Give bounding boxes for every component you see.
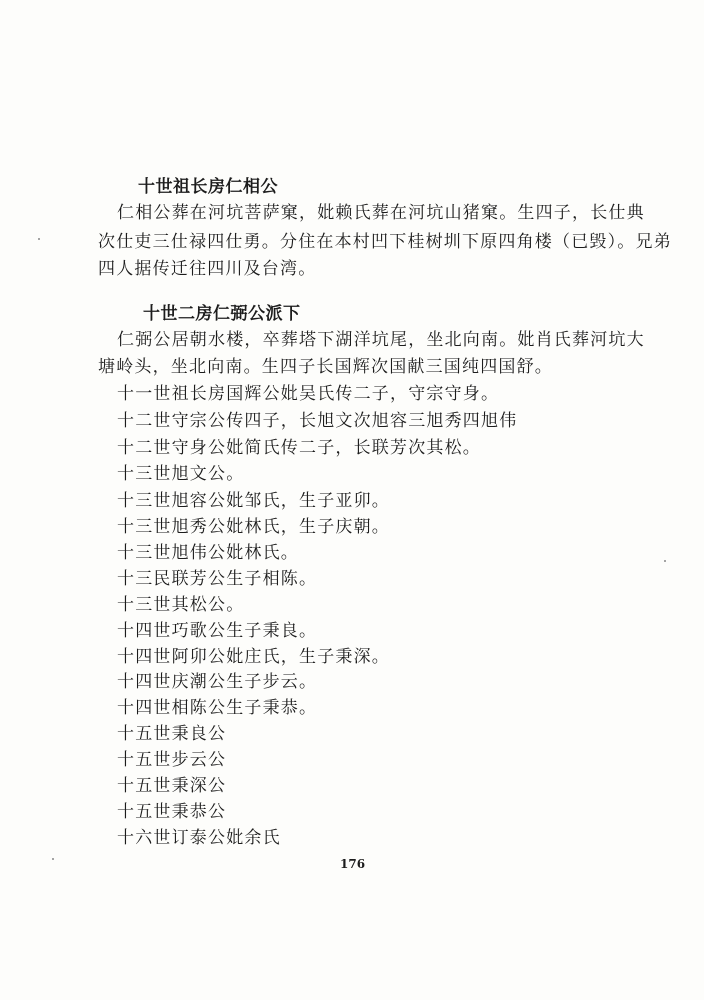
genealogy-entry: 十三世旭文公。	[117, 464, 245, 484]
page-number: 176	[340, 857, 366, 871]
genealogy-entry: 十一世祖长房国辉公妣吴氏传二子，守宗守身。	[117, 384, 500, 404]
genealogy-entry: 十三世旭伟公妣林氏。	[117, 543, 299, 563]
section-heading-2: 十世二房仁弼公派下	[143, 304, 301, 324]
genealogy-entry: 十五世秉恭公	[117, 802, 227, 822]
paragraph-line: 塘岭头，坐北向南。生四子长国辉次国献三国纯四国舒。	[98, 357, 553, 377]
genealogy-entry: 十二世守身公妣简氏传二子，长联芳次其松。	[117, 438, 481, 458]
genealogy-entry: 十四世庆潮公生子步云。	[117, 672, 318, 692]
genealogy-entry: 十四世阿卯公妣庄氏，生子秉深。	[117, 647, 390, 667]
genealogy-entry: 十三世旭容公妣邹氏，生子亚卯。	[117, 491, 390, 511]
paragraph-line: 四人据传迁往四川及台湾。	[98, 259, 317, 279]
genealogy-entry: 十四世巧歌公生子秉良。	[117, 621, 318, 641]
genealogy-entry: 十三世旭秀公妣林氏，生子庆朝。	[117, 517, 390, 537]
genealogy-entry: 十二世守宗公传四子，长旭文次旭容三旭秀四旭伟	[117, 411, 518, 431]
scan-speck	[664, 560, 666, 562]
genealogy-entry: 十六世订泰公妣余氏	[117, 828, 281, 848]
genealogy-entry: 十五世步云公	[117, 750, 227, 770]
genealogy-entry: 十五世秉良公	[117, 724, 227, 744]
section-heading-1: 十世祖长房仁相公	[138, 177, 278, 197]
genealogy-entry: 十四世相陈公生子秉恭。	[117, 698, 318, 718]
genealogy-entry: 十五世秉深公	[117, 776, 227, 796]
genealogy-entry: 十三民联芳公生子相陈。	[117, 569, 318, 589]
paragraph-line: 仁弼公居朝水楼，卒葬塔下湖洋坑尾，坐北向南。妣肖氏葬河坑大	[117, 330, 645, 350]
paragraph-line: 仁相公葬在河坑菩萨窠，妣赖氏葬在河坑山猪窠。生四子，长仕典	[117, 203, 645, 223]
paragraph-line: 次仕吏三仕禄四仕勇。分住在本村凹下桂树圳下原四角楼（已毁）。兄弟	[98, 232, 672, 252]
scan-speck	[52, 858, 54, 860]
scan-speck	[38, 238, 40, 240]
genealogy-entry: 十三世其松公。	[117, 595, 245, 615]
